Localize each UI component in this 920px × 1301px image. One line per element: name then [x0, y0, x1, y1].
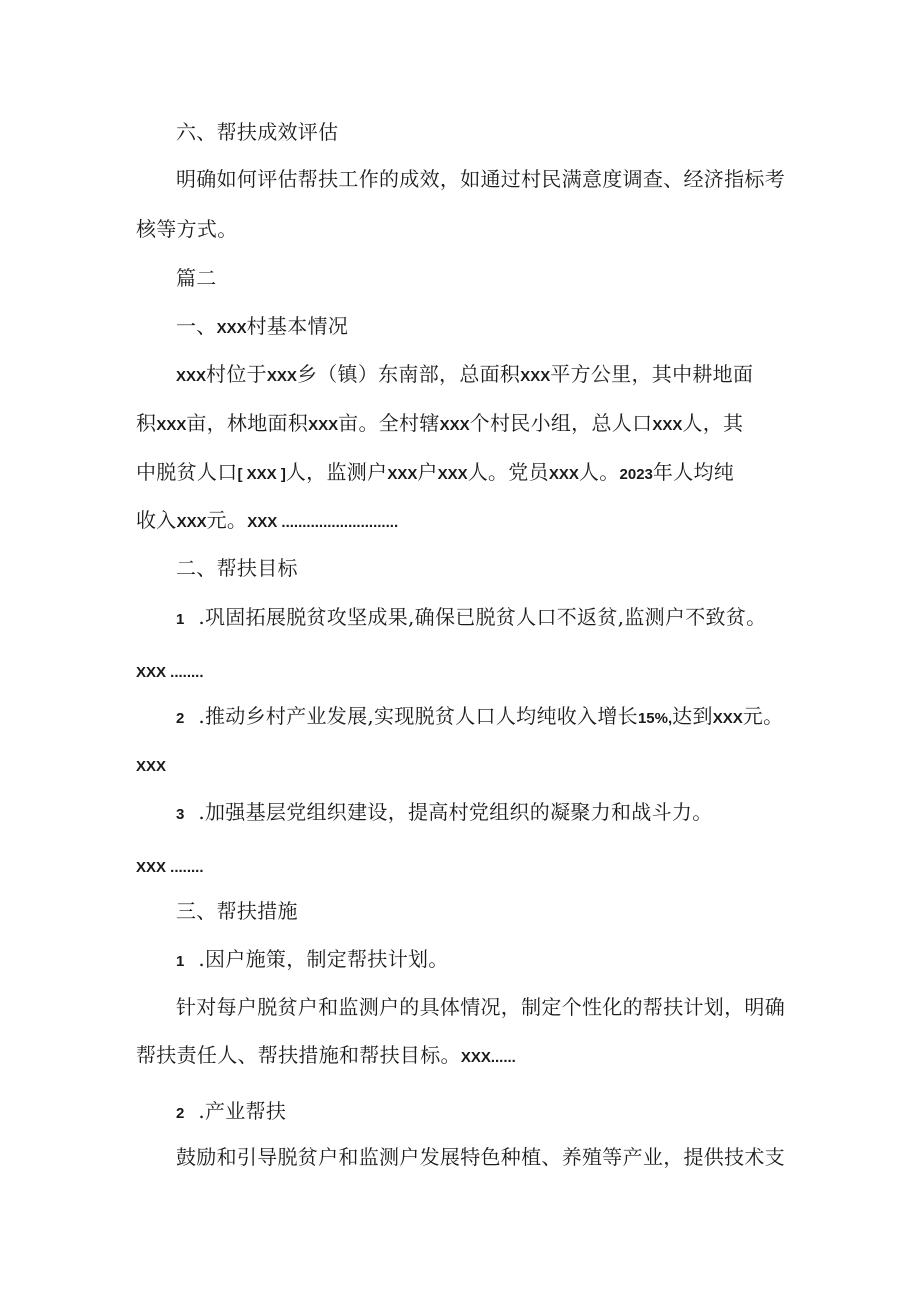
basic-info-line-3: 中脱贫人口[ XXX ]人，监测户XXX户XXX人。党员XXX人。2023年人均纯 [136, 460, 735, 484]
measure-item-2: 2 .产业帮扶 [176, 1099, 287, 1123]
measure-1-paragraph-line-2: 帮扶责任人、帮扶措施和帮扶目标。XXX...... [136, 1043, 516, 1067]
goal-item-2-tail: XXX [136, 758, 167, 775]
basic-info-line-4: 收入XXX元。XXX ............................ [136, 508, 399, 532]
basic-info-line-1: XXX村位于XXX乡（镇）东南部，总面积XXX平方公里，其中耕地面 [176, 362, 754, 386]
basic-info-line-2: 积XXX亩，林地面积XXX亩。全村辖XXX个村民小组，总人口XXX人，其 [136, 411, 744, 435]
measure-1-paragraph-line-1: 针对每户脱贫户和监测户的具体情况，制定个性化的帮扶计划，明确 [176, 995, 785, 1019]
part-two-label: 篇二 [176, 266, 217, 290]
measure-item-1: 1 .因户施策，制定帮扶计划。 [176, 947, 449, 971]
goal-item-2: 2 .推动乡村产业发展,实现脱贫人口人均纯收入增长15%,达到XXX元。 [176, 704, 784, 728]
section-six-paragraph-line-1: 明确如何评估帮扶工作的成效，如通过村民满意度调查、经济指标考 [176, 167, 785, 191]
goal-item-1: 1 .巩固拓展脱贫攻坚成果,确保已脱贫人口不返贫,监测户不致贫。 [176, 605, 767, 629]
measure-2-paragraph-line-1: 鼓励和引导脱贫户和监测户发展特色种植、养殖等产业，提供技术支 [176, 1145, 785, 1169]
goal-item-3: 3 .加强基层党组织建设，提高村党组织的凝聚力和战斗力。 [176, 800, 713, 824]
section-two-heading: 二、帮扶目标 [176, 556, 298, 580]
section-three-heading: 三、帮扶措施 [176, 899, 298, 923]
goal-item-3-tail: XXX ........ [136, 859, 204, 876]
section-one-heading: 一、XXX村基本情况 [176, 314, 349, 338]
section-six-paragraph-line-2: 核等方式。 [136, 217, 238, 241]
goal-item-1-tail: XXX ........ [136, 664, 204, 681]
section-six-heading: 六、帮扶成效评估 [176, 120, 339, 144]
